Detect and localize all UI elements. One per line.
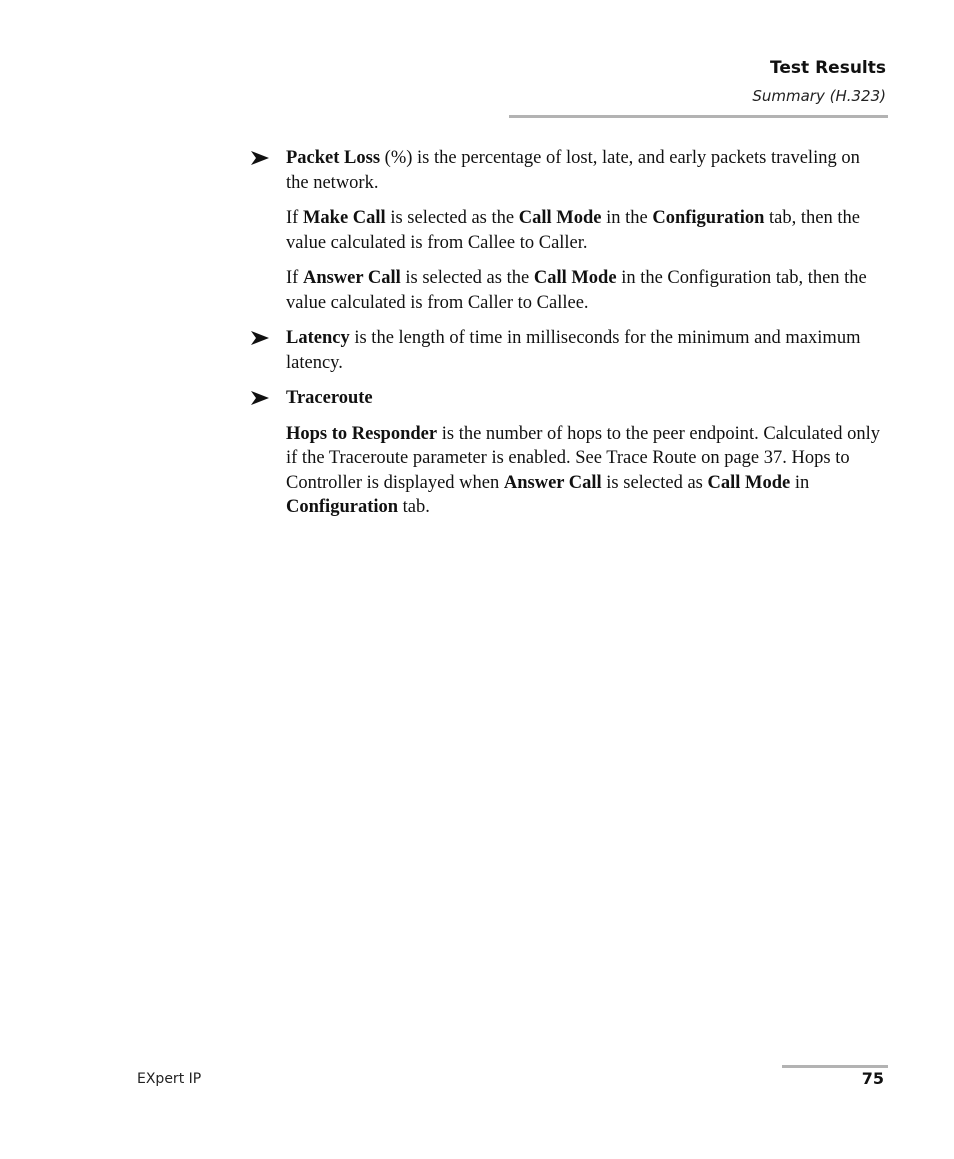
- footer-product-name: EXpert IP: [137, 1071, 202, 1087]
- text-segment: in: [790, 472, 810, 493]
- term-configuration: Configuration: [286, 497, 399, 517]
- arrow-bullet-icon: [250, 149, 270, 167]
- answer-call-paragraph: [286, 266, 886, 315]
- term-call-mode: Call Mode: [707, 472, 791, 493]
- page-number: 75: [861, 1069, 884, 1088]
- make-call-paragraph: [286, 206, 886, 255]
- hops-paragraph: [286, 422, 886, 520]
- arrow-bullet-icon: [250, 329, 270, 347]
- bullet-traceroute: [286, 386, 886, 411]
- term-answer-call: Answer Call: [503, 472, 602, 493]
- term-hops-to-responder: Hops to Responder: [286, 423, 438, 444]
- term-configuration: Configuration: [652, 208, 765, 228]
- body-content: [286, 146, 886, 531]
- page-header-subtitle: Summary (H.323): [752, 87, 886, 105]
- packet-loss-description: (%) is the percentage of lost, late, and early packets traveling on the network.: [286, 148, 860, 193]
- text-segment: tab.: [398, 497, 430, 517]
- text-segment: is the number of hops to the peer endpoint. Calculated only if the Traceroute parameter is enabled. See Trace Route on page 37. Hops to Controller is displayed when: [286, 423, 880, 493]
- header-divider: [509, 115, 888, 118]
- text-segment: is selected as the: [400, 268, 534, 288]
- latency-description: is the length of time in milliseconds for the minimum and maximum latency.: [286, 328, 861, 373]
- text-segment: If: [286, 268, 303, 288]
- term-call-mode: Call Mode: [518, 208, 602, 228]
- text-segment: in the Configuration tab, then the value calculated is from Caller to Callee.: [286, 268, 867, 313]
- term-call-mode: Call Mode: [533, 268, 617, 288]
- text-segment: is selected as: [601, 472, 708, 493]
- arrow-bullet-icon: [250, 389, 270, 407]
- term-answer-call: Answer Call: [302, 268, 401, 288]
- page-header-title: Test Results: [770, 58, 886, 78]
- footer-divider: [782, 1065, 888, 1068]
- text-segment: is selected as the: [385, 208, 519, 228]
- text-segment: If: [286, 208, 303, 228]
- term-packet-loss: Packet Loss: [286, 148, 381, 168]
- term-traceroute: Traceroute: [286, 388, 373, 408]
- bullet-packet-loss: [286, 146, 886, 195]
- text-segment: in the: [601, 208, 653, 228]
- text-segment: tab, then the value calculated is from Callee to Caller.: [286, 208, 860, 253]
- term-latency: Latency: [286, 328, 350, 348]
- bullet-latency: [286, 326, 886, 375]
- term-make-call: Make Call: [302, 208, 386, 228]
